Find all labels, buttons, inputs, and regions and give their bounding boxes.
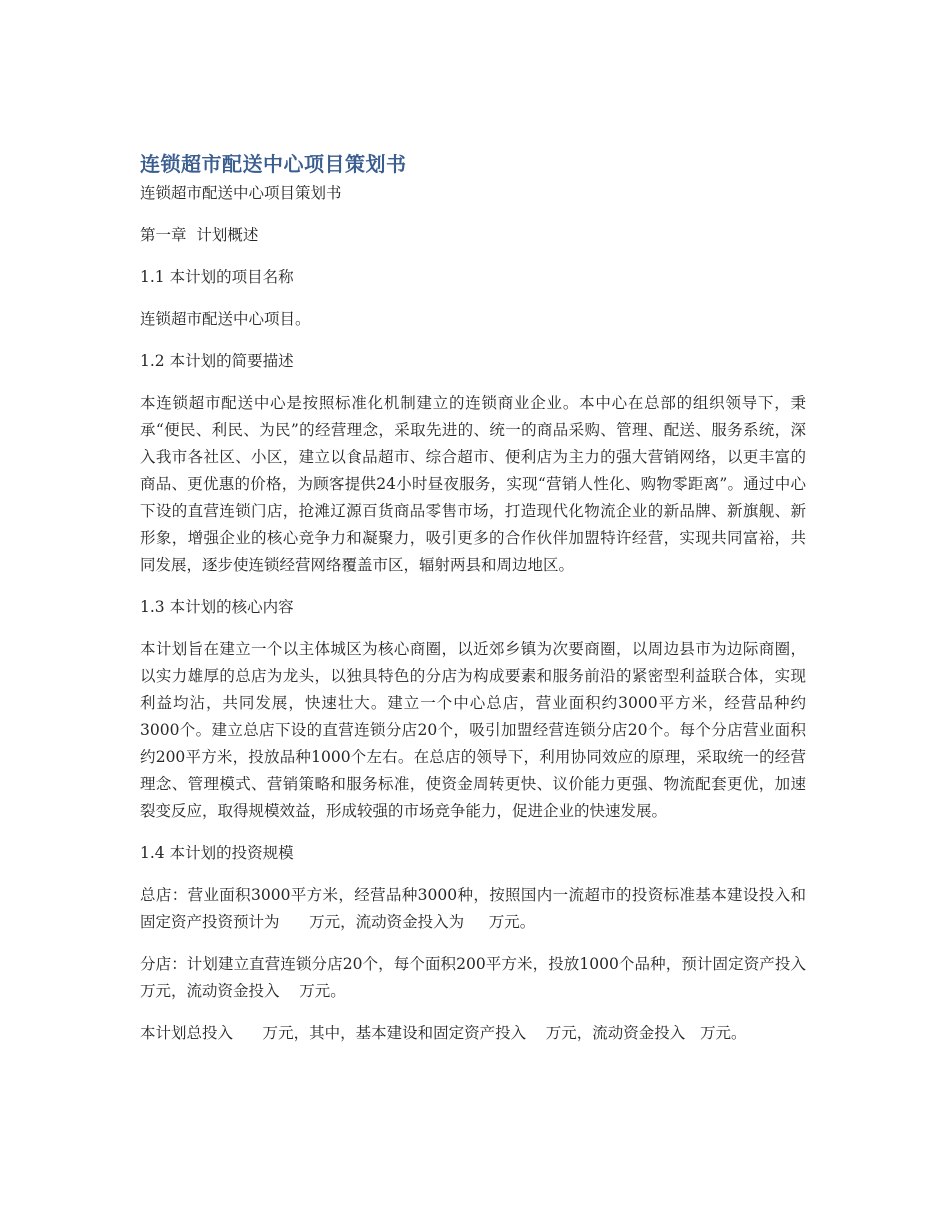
section-1-3-body: 本计划旨在建立一个以主体城区为核心商圈，以近郊乡镇为次要商圈，以周边县市为边际商圈，以实力雄厚的总店为龙头，以独具特色的分店为构成要素和服务前沿的紧密型利益联合体，实现利益均沾，共同发展，快速壮大。建立一个中心总店，营业面积约3000平方米，经营品种约3000个。建立总店下设的直营连锁分店20个，吸引加盟经营连锁分店20个。每个分店营业面积约200平方米，投放品种1000个左右。在总店的领导下，利用协同效应的原理，采取统一的经营理念、管理模式、营销策略和服务标准，使资金周转更快、议价能力更强、物流配套更优，加速裂变反应，取得规模效益，形成较强的市场竞争能力，促进企业的快速发展。 xyxy=(140,640,806,820)
section-1-4-paragraph-2: 分店：计划建立直营连锁分店20个，每个面积200平方米，投放1000个品种，预计固定资产投入 万元，流动资金投入 万元。 xyxy=(140,955,826,1000)
document-title: 连锁超市配送中心项目策划书 xyxy=(140,152,407,176)
document-subtitle: 连锁超市配送中心项目策划书 xyxy=(140,184,342,202)
chapter-heading: 第一章 计划概述 xyxy=(140,226,259,244)
section-1-4-paragraph-1: 总店：营业面积3000平方米，经营品种3000种，按照国内一流超市的投资标准基本建设投入和固定资产投资预计为 万元，流动资金投入为 万元。 xyxy=(140,886,806,931)
section-1-4-paragraph-3: 本计划总投入 万元，其中，基本建设和固定资产投入 万元，流动资金投入 万元。 xyxy=(140,1024,747,1042)
section-1-1-body: 连锁超市配送中心项目。 xyxy=(140,310,311,328)
section-1-2-body: 本连锁超市配送中心是按照标准化机制建立的连锁商业企业。本中心在总部的组织领导下，秉承“便民、利民、为民”的经营理念，采取先进的、统一的商品采购、管理、配送、服务系统，深入我市各社区、小区，建立以食品超市、综合超市、便利店为主力的强大营销网络，以更丰富的商品、更优惠的价格，为顾客提供24小时昼夜服务，实现“营销人性化、购物零距离”。通过中心下设的直营连锁门店，抢滩辽源百货商品零售市场，打造现代化物流企业的新品牌、新旗舰、新形象，增强企业的核心竞争力和凝聚力，吸引更多的合作伙伴加盟特许经营，实现共同富裕，共同发展，逐步使连锁经营网络覆盖市区，辐射两县和周边地区。 xyxy=(140,394,806,574)
section-1-3-heading: 1.3 本计划的核心内容 xyxy=(140,598,294,616)
section-1-2-heading: 1.2 本计划的简要描述 xyxy=(140,352,294,370)
section-1-4-heading: 1.4 本计划的投资规模 xyxy=(140,844,294,862)
document-page xyxy=(140,148,826,1047)
section-1-1-heading: 1.1 本计划的项目名称 xyxy=(140,268,294,286)
